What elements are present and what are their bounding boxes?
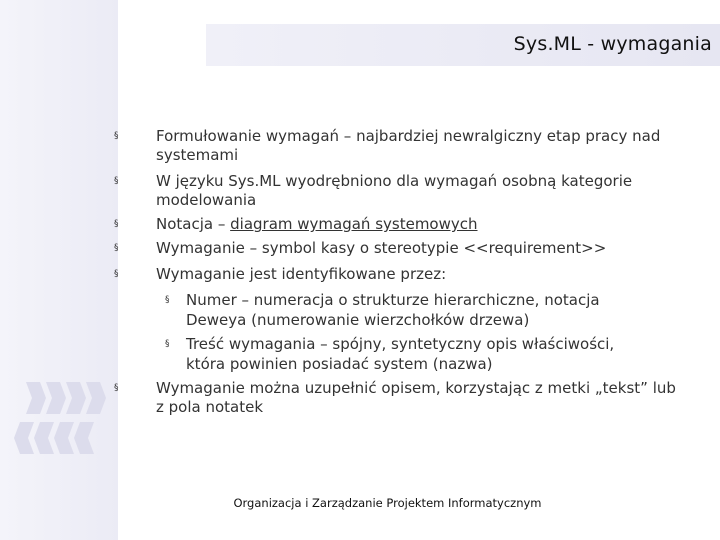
bullet-marker: § xyxy=(114,269,119,279)
sub-bullet-marker: § xyxy=(165,295,170,305)
bullet-text: Wymaganie jest identyfikowane przez: xyxy=(156,265,447,283)
footer-text: Organizacja i Zarządzanie Projektem Informatycznym xyxy=(233,496,542,510)
bullet-text: Formułowanie wymagań – najbardziej newralgiczny etap pracy nad systemami xyxy=(156,127,661,164)
bullet-marker: § xyxy=(114,219,119,229)
left-decor-panel xyxy=(0,0,118,540)
bullet-marker: § xyxy=(114,176,119,186)
diagram-link[interactable]: diagram wymagań systemowych xyxy=(230,215,478,233)
bullet-text: W języku Sys.ML wyodrębniono dla wymagań osobną kategorie modelowania xyxy=(156,172,633,209)
sub-bullet-text: Treść wymagania – spójny, syntetyczny opis właściwości, która powinien posiadać system (nazwa) xyxy=(186,335,615,373)
bullet-text: Wymaganie – symbol kasy o stereotypie <<requirement>> xyxy=(156,239,607,257)
slide-title: Sys.ML - wymagania xyxy=(513,33,712,55)
sub-bullet-text: Numer – numeracja o strukturze hierarchiczne, notacja Deweya (numerowanie wierzchołków drzewa) xyxy=(186,291,600,329)
bullet-marker: § xyxy=(114,131,119,141)
bullet-marker: § xyxy=(114,383,119,393)
bullet-marker: § xyxy=(114,243,119,253)
bullet-text: Wymaganie można uzupełnić opisem, korzystając z metki „tekst” lub z pola notatek xyxy=(156,379,676,416)
bullet-text: Notacja – xyxy=(156,215,231,233)
sub-bullet-marker: § xyxy=(165,339,170,349)
